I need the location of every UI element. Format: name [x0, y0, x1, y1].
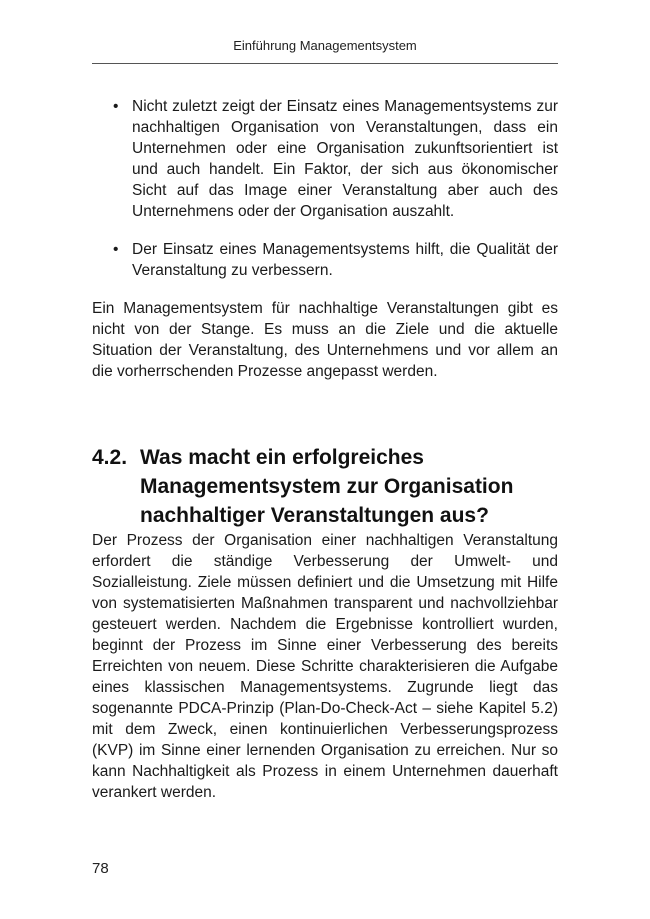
bullet-item — [92, 239, 558, 281]
bullet-icon: • — [113, 98, 119, 115]
bullet-text: Nicht zuletzt zeigt der Einsatz eines Managementsystems zur nachhaltigen Organisation von Veranstaltungen, dass ein Unternehmen oder eine Organisation zukunftsorientiert ist und auch handelt. Ein Faktor, der sich aus ökonomischer Sicht auf das Image einer Veranstaltung aber auch des Unternehmens oder der Organisation auszahlt. — [132, 98, 558, 220]
page-content — [92, 96, 558, 803]
section-title: Was macht ein erfolgreiches Managementsystem zur Organisation nachhaltiger Veranstaltungen aus? — [140, 446, 514, 527]
section-number: 4.2. — [92, 446, 128, 469]
header-rule — [92, 63, 558, 64]
intro-paragraph: Ein Managementsystem für nachhaltige Veranstaltungen gibt es nicht von der Stange. Es muss an die Ziele und die aktuelle Situation der Veranstaltung, des Unternehmens und vor allem an die vorherrschenden Prozesse angepasst werden. — [92, 300, 558, 380]
bullet-list — [92, 96, 558, 281]
running-header: Einführung Managementsystem — [233, 38, 417, 53]
section-heading — [92, 443, 558, 530]
page-number: 78 — [92, 860, 109, 877]
bullet-text: Der Einsatz eines Managementsystems hilft, die Qualität der Veranstaltung zu verbessern. — [132, 241, 558, 279]
bullet-icon: • — [113, 241, 119, 258]
bullet-item — [92, 96, 558, 222]
section-body-paragraph: Der Prozess der Organisation einer nachhaltigen Veranstaltung erfordert die ständige Verbesserung der Umwelt- und Sozialleistung. Ziele müssen definiert und die Umsetzung mit Hilfe von systematisierten Maßnahmen transparent und nachvollziehbar gesteuert werden. Nachdem die Ergebnisse kontrolliert wurden, beginnt der Prozess im Sinne einer Verbesserung des bereits Erreichten von neuem. Diese Schritte charakterisieren die Aufgabe eines klassischen Managementsystems. Zugrunde liegt das sogenannte PDCA-Prinzip (Plan-Do-Check-Act – siehe Kapitel 5.2) mit dem Zweck, einen kontinuierlichen Verbesserungsprozess (KVP) im Sinne einer lernenden Organisation zu erreichen. Nur so kann Nachhaltigkeit als Prozess in einem Unternehmen dauerhaft verankert werden. — [92, 532, 558, 801]
